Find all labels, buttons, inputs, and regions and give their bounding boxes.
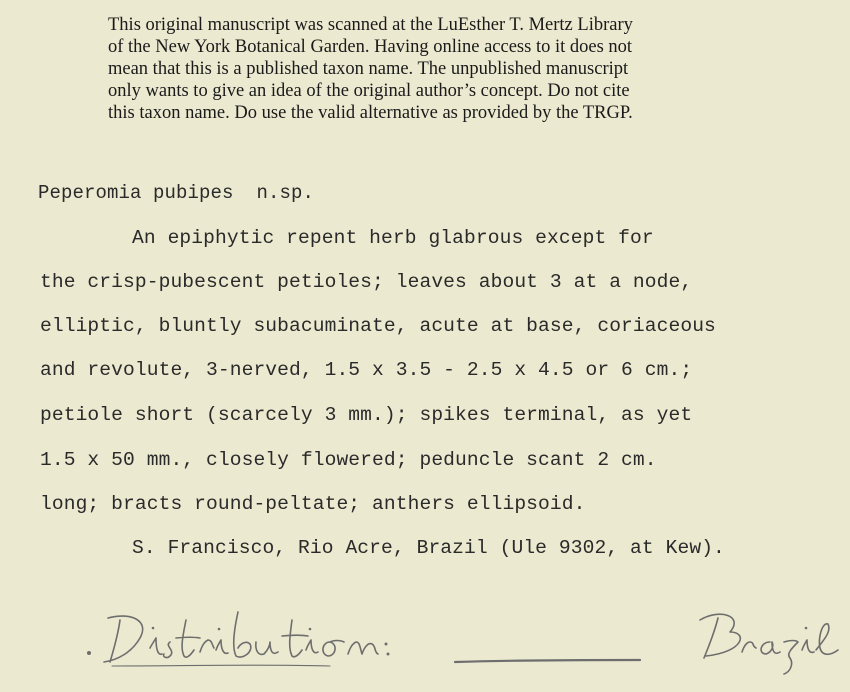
description-line: 1.5 x 50 mm., closely flowered; peduncle scant 2 cm. — [40, 449, 657, 471]
notice-line: of the New York Botanical Garden. Having online access to it does not — [108, 37, 633, 57]
locality-line: S. Francisco, Rio Acre, Brazil (Ule 9302, at Kew). — [132, 537, 725, 559]
notice-line: only wants to give an idea of the original author’s concept. Do not cite — [108, 81, 630, 101]
taxon-title: Peperomia pubipes n.sp. — [38, 182, 315, 204]
handwritten-annotation — [0, 590, 850, 690]
library-notice — [108, 14, 748, 124]
description-line: petiole short (scarcely 3 mm.); spikes terminal, as yet — [40, 404, 693, 426]
description-line: elliptic, bluntly subacuminate, acute at base, coriaceous — [40, 315, 716, 337]
handwritten-dash — [455, 660, 640, 662]
description-line: An epiphytic repent herb glabrous except for — [132, 227, 654, 249]
notice-line: mean that this is a published taxon name. The unpublished manuscript — [108, 59, 629, 79]
description-line: long; bracts round-peltate; anthers ellipsoid. — [40, 493, 586, 515]
description-line: and revolute, 3-nerved, 1.5 x 3.5 - 2.5 x 4.5 or 6 cm.; — [40, 359, 693, 381]
notice-line: this taxon name. Do use the valid alternative as provided by the TRGP. — [108, 103, 633, 123]
notice-line: This original manuscript was scanned at the LuEsther T. Mertz Library — [108, 15, 633, 35]
handwritten-distribution-value — [700, 614, 838, 674]
handwritten-distribution-label — [87, 612, 390, 666]
description-line: the crisp-pubescent petioles; leaves about 3 at a node, — [40, 271, 693, 293]
